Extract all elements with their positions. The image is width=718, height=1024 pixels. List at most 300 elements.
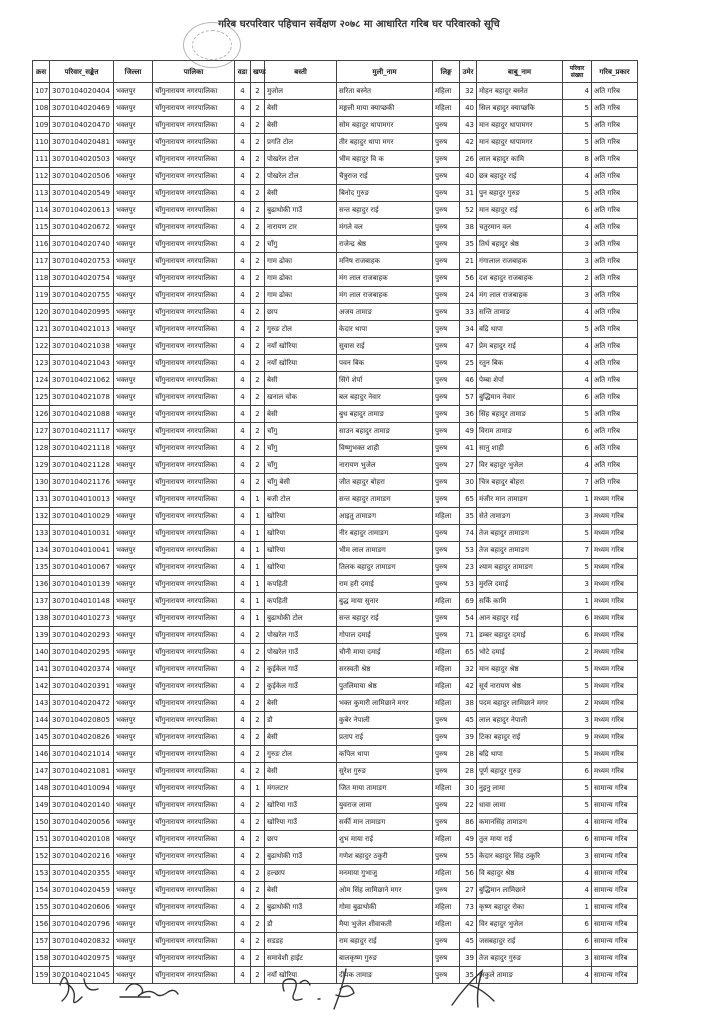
settlement-cell: बेसी xyxy=(265,372,337,389)
ward-cell: 4 xyxy=(235,882,251,899)
family-code-cell: 3070104021081 xyxy=(50,763,114,780)
district-cell: भक्तपुर xyxy=(114,304,153,321)
serial-cell: 152 xyxy=(33,848,50,865)
gender-cell: पुरुष xyxy=(433,134,460,151)
table-row xyxy=(33,729,638,746)
gender-cell: महिला xyxy=(433,644,460,661)
age-cell: 42 xyxy=(460,678,477,695)
block-cell: 2 xyxy=(251,865,265,882)
family-size-cell: 6 xyxy=(563,202,592,219)
father-name-cell: सिंह बहादुर तामाङ xyxy=(477,406,563,423)
column-header: पालिका xyxy=(153,61,235,83)
age-cell: 42 xyxy=(460,134,477,151)
head-name-cell: बालकृष्ण गुरुङ xyxy=(337,950,433,967)
block-cell: 2 xyxy=(251,389,265,406)
district-cell: भक्तपुर xyxy=(114,848,153,865)
family-code-cell: 3070104020503 xyxy=(50,151,114,168)
head-name-cell: कुबेर नेपाली xyxy=(337,712,433,729)
header-row xyxy=(33,61,638,83)
district-cell: भक्तपुर xyxy=(114,576,153,593)
head-name-cell: विष्णुभक्त शाही xyxy=(337,440,433,457)
serial-cell: 148 xyxy=(33,780,50,797)
poverty-type-cell: अति गरिब xyxy=(592,134,638,151)
document-title: गरिब घरपरिवार पहिचान सर्वेक्षण २०७८ मा आधारित गरिब घर परिवारको सूचि xyxy=(218,19,500,30)
head-name-cell: सर्की मान तामाङग xyxy=(337,814,433,831)
poverty-type-cell: अति गरिब xyxy=(592,287,638,304)
table-row xyxy=(33,321,638,338)
table-row xyxy=(33,831,638,848)
settlement-cell: कुईकेल गाउँ xyxy=(265,661,337,678)
district-cell: भक्तपुर xyxy=(114,831,153,848)
father-name-cell: केदार बहादुर सिंह ठकुरि xyxy=(477,848,563,865)
father-name-cell: मान बहादुर श्रेष्ठ xyxy=(477,661,563,678)
family-size-cell: 3 xyxy=(563,508,592,525)
table-row xyxy=(33,644,638,661)
family-code-cell: 3070104020826 xyxy=(50,729,114,746)
table-row xyxy=(33,542,638,559)
municipality-cell: चाँगुनारायण नगरपालिका xyxy=(153,185,235,202)
municipality-cell: चाँगुनारायण नगरपालिका xyxy=(153,661,235,678)
district-cell: भक्तपुर xyxy=(114,117,153,134)
district-cell: भक्तपुर xyxy=(114,440,153,457)
age-cell: 22 xyxy=(460,797,477,814)
settlement-cell: गुरुङ टोल xyxy=(265,321,337,338)
father-name-cell: लाल बहादुर कामि xyxy=(477,151,563,168)
family-size-cell: 4 xyxy=(563,882,592,899)
ward-cell: 4 xyxy=(235,355,251,372)
settlement-cell: पोखरेल टोल xyxy=(265,168,337,185)
district-cell: भक्तपुर xyxy=(114,355,153,372)
family-code-cell: 3070104020481 xyxy=(50,134,114,151)
settlement-cell: चाँगु xyxy=(265,423,337,440)
father-name-cell: रतुन बिक xyxy=(477,355,563,372)
father-name-cell: तेज बहादुर गुरुङ xyxy=(477,950,563,967)
father-name-cell: पदम बहादुर लामिछाने मगर xyxy=(477,695,563,712)
family-size-cell: 1 xyxy=(563,491,592,508)
poverty-type-cell: सामान्य गरिब xyxy=(592,831,638,848)
serial-cell: 145 xyxy=(33,729,50,746)
gender-cell: पुरुष xyxy=(433,712,460,729)
gender-cell: पुरुष xyxy=(433,355,460,372)
poverty-type-cell: मध्यम गरिब xyxy=(592,576,638,593)
serial-cell: 109 xyxy=(33,117,50,134)
table-row xyxy=(33,440,638,457)
gender-cell: पुरुष xyxy=(433,168,460,185)
father-name-cell: मान बहादुर थापामगर xyxy=(477,134,563,151)
serial-cell: 123 xyxy=(33,355,50,372)
head-name-cell: बल बहादुर नेवार xyxy=(337,389,433,406)
age-cell: 28 xyxy=(460,746,477,763)
family-size-cell: 7 xyxy=(563,474,592,491)
ward-cell: 4 xyxy=(235,457,251,474)
serial-cell: 157 xyxy=(33,933,50,950)
settlement-cell: चाँगु बेसी xyxy=(265,474,337,491)
district-cell: भक्तपुर xyxy=(114,678,153,695)
ward-cell: 4 xyxy=(235,797,251,814)
gender-cell: पुरुष xyxy=(433,967,460,984)
father-name-cell: धावा लामा xyxy=(477,797,563,814)
family-size-cell: 5 xyxy=(563,321,592,338)
age-cell: 73 xyxy=(460,899,477,916)
municipality-cell: चाँगुनारायण नगरपालिका xyxy=(153,491,235,508)
father-name-cell: सन्ति तामाङ xyxy=(477,304,563,321)
block-cell: 2 xyxy=(251,321,265,338)
block-cell: 1 xyxy=(251,610,265,627)
settlement-cell: छाप xyxy=(265,304,337,321)
poverty-type-cell: सामान्य गरिब xyxy=(592,848,638,865)
head-name-cell: कपिल थापा xyxy=(337,746,433,763)
head-name-cell: नीर बहादुर तामाङग xyxy=(337,525,433,542)
serial-cell: 159 xyxy=(33,967,50,984)
block-cell: 1 xyxy=(251,525,265,542)
district-cell: भक्तपुर xyxy=(114,321,153,338)
age-cell: 35 xyxy=(460,236,477,253)
serial-cell: 115 xyxy=(33,219,50,236)
ward-cell: 4 xyxy=(235,661,251,678)
district-cell: भक्तपुर xyxy=(114,372,153,389)
age-cell: 32 xyxy=(460,83,477,100)
head-name-cell: प्रताप राई xyxy=(337,729,433,746)
family-size-cell: 3 xyxy=(563,287,592,304)
ward-cell: 4 xyxy=(235,202,251,219)
family-code-cell: 3070104020459 xyxy=(50,882,114,899)
gender-cell: पुरुष xyxy=(433,814,460,831)
gender-cell: पुरुष xyxy=(433,627,460,644)
table-row xyxy=(33,576,638,593)
district-cell: भक्तपुर xyxy=(114,168,153,185)
gender-cell: पुरुष xyxy=(433,406,460,423)
block-cell: 2 xyxy=(251,151,265,168)
family-code-cell: 3070104021038 xyxy=(50,338,114,355)
gender-cell: पुरुष xyxy=(433,423,460,440)
municipality-cell: चाँगुनारायण नगरपालिका xyxy=(153,219,235,236)
municipality-cell: चाँगुनारायण नगरपालिका xyxy=(153,916,235,933)
municipality-cell: चाँगुनारायण नगरपालिका xyxy=(153,100,235,117)
settlement-cell: खोरिया गाउँ xyxy=(265,797,337,814)
poverty-type-cell: सामान्य गरिब xyxy=(592,950,638,967)
district-cell: भक्तपुर xyxy=(114,712,153,729)
family-code-cell: 3070104021014 xyxy=(50,746,114,763)
ward-cell: 4 xyxy=(235,117,251,134)
father-name-cell: गंगालाल राजबाहक xyxy=(477,253,563,270)
family-size-cell: 5 xyxy=(563,134,592,151)
settlement-cell: बजी टोल xyxy=(265,491,337,508)
household-register-table xyxy=(32,60,638,984)
family-code-cell: 3070104020355 xyxy=(50,865,114,882)
ward-cell: 4 xyxy=(235,270,251,287)
poverty-type-cell: अति गरिब xyxy=(592,168,638,185)
municipality-cell: चाँगुनारायण नगरपालिका xyxy=(153,389,235,406)
block-cell: 2 xyxy=(251,899,265,916)
table-row xyxy=(33,712,638,729)
family-code-cell: 3070104020404 xyxy=(50,83,114,100)
column-header: जिल्ला xyxy=(114,61,153,83)
head-name-cell: पुतलिमाया श्रेष्ठ xyxy=(337,678,433,695)
signature-2 xyxy=(120,984,178,997)
gender-cell: पुरुष xyxy=(433,270,460,287)
family-size-cell: 6 xyxy=(563,916,592,933)
ward-cell: 4 xyxy=(235,712,251,729)
ward-cell: 4 xyxy=(235,372,251,389)
family-code-cell: 3070104010031 xyxy=(50,525,114,542)
ward-cell: 4 xyxy=(235,253,251,270)
poverty-type-cell: अति गरिब xyxy=(592,185,638,202)
ward-cell: 4 xyxy=(235,950,251,967)
gender-cell: पुरुष xyxy=(433,933,460,950)
district-cell: भक्तपुर xyxy=(114,287,153,304)
family-size-cell: 3 xyxy=(563,848,592,865)
family-code-cell: 3070104020549 xyxy=(50,185,114,202)
ward-cell: 4 xyxy=(235,338,251,355)
father-name-cell: बद्रि थापा xyxy=(477,746,563,763)
gender-cell: पुरुष xyxy=(433,763,460,780)
age-cell: 38 xyxy=(460,695,477,712)
poverty-type-cell: मध्यम गरिब xyxy=(592,712,638,729)
family-size-cell: 3 xyxy=(563,576,592,593)
family-code-cell: 3070104020606 xyxy=(50,899,114,916)
ward-cell: 4 xyxy=(235,406,251,423)
gender-cell: महिला xyxy=(433,678,460,695)
poverty-type-cell: सामान्य गरिब xyxy=(592,899,638,916)
table-row xyxy=(33,933,638,950)
gender-cell: महिला xyxy=(433,831,460,848)
father-name-cell: नुइनु लामा xyxy=(477,780,563,797)
municipality-cell: चाँगुनारायण नगरपालिका xyxy=(153,899,235,916)
settlement-cell: खोरिया xyxy=(265,542,337,559)
family-size-cell: 4 xyxy=(563,372,592,389)
family-code-cell: 3070104021118 xyxy=(50,440,114,457)
head-name-cell: केदार थापा xyxy=(337,321,433,338)
district-cell: भक्तपुर xyxy=(114,423,153,440)
block-cell: 2 xyxy=(251,304,265,321)
serial-cell: 121 xyxy=(33,321,50,338)
block-cell: 2 xyxy=(251,848,265,865)
municipality-cell: चाँगुनारायण नगरपालिका xyxy=(153,253,235,270)
head-name-cell: अजय तामाङ xyxy=(337,304,433,321)
poverty-type-cell: मध्यम गरिब xyxy=(592,525,638,542)
family-code-cell: 3070104020140 xyxy=(50,797,114,814)
settlement-cell: डौ xyxy=(265,712,337,729)
father-name-cell: मान बहादुर थापामगर xyxy=(477,117,563,134)
district-cell: भक्तपुर xyxy=(114,780,153,797)
family-size-cell: 4 xyxy=(563,457,592,474)
settlement-cell: मुजोल xyxy=(265,83,337,100)
ward-cell: 4 xyxy=(235,491,251,508)
family-code-cell: 3070104021043 xyxy=(50,355,114,372)
district-cell: भक्तपुर xyxy=(114,916,153,933)
family-size-cell: 4 xyxy=(563,338,592,355)
poverty-type-cell: मध्यम गरिब xyxy=(592,644,638,661)
age-cell: 35 xyxy=(460,508,477,525)
head-name-cell: आइतु तामाङग xyxy=(337,508,433,525)
age-cell: 57 xyxy=(460,389,477,406)
father-name-cell: आन बहादुर राई xyxy=(477,610,563,627)
family-code-cell: 3070104020832 xyxy=(50,933,114,950)
district-cell: भक्तपुर xyxy=(114,457,153,474)
serial-cell: 133 xyxy=(33,525,50,542)
district-cell: भक्तपुर xyxy=(114,202,153,219)
ward-cell: 4 xyxy=(235,134,251,151)
table-row xyxy=(33,100,638,117)
age-cell: 52 xyxy=(460,202,477,219)
head-name-cell: बुद्ध माया सुनार xyxy=(337,593,433,610)
municipality-cell: चाँगुनारायण नगरपालिका xyxy=(153,202,235,219)
age-cell: 23 xyxy=(460,559,477,576)
family-code-cell: 3070104010273 xyxy=(50,610,114,627)
ward-cell: 4 xyxy=(235,219,251,236)
poverty-type-cell: अति गरिब xyxy=(592,372,638,389)
father-name-cell: विर बहादुर भुजेल xyxy=(477,457,563,474)
gender-cell: महिला xyxy=(433,780,460,797)
head-name-cell: गणेश बहादुर ठकुरी xyxy=(337,848,433,865)
poverty-type-cell: अति गरिब xyxy=(592,100,638,117)
gender-cell: पुरुष xyxy=(433,729,460,746)
head-name-cell: भक्त कुमारी लामिछाने मगर xyxy=(337,695,433,712)
municipality-cell: चाँगुनारायण नगरपालिका xyxy=(153,83,235,100)
gender-cell: पुरुष xyxy=(433,848,460,865)
serial-cell: 146 xyxy=(33,746,50,763)
table-row xyxy=(33,304,638,321)
block-cell: 1 xyxy=(251,491,265,508)
head-name-cell: सुवास राई xyxy=(337,338,433,355)
serial-cell: 143 xyxy=(33,695,50,712)
settlement-cell: खनाल चोक xyxy=(265,389,337,406)
family-code-cell: 3070104020506 xyxy=(50,168,114,185)
ward-cell: 4 xyxy=(235,763,251,780)
father-name-cell: मंग लाल राजबाहक xyxy=(477,287,563,304)
settlement-cell: खोरिया xyxy=(265,508,337,525)
block-cell: 2 xyxy=(251,967,265,984)
column-header: लिङ्ग xyxy=(433,61,460,83)
column-header: बाबु_नाम xyxy=(477,61,563,83)
family-code-cell: 3070104020469 xyxy=(50,100,114,117)
family-size-cell: 6 xyxy=(563,933,592,950)
serial-cell: 120 xyxy=(33,304,50,321)
settlement-cell: पोखरेल टोल xyxy=(265,151,337,168)
settlement-cell: कपहिती xyxy=(265,593,337,610)
gender-cell: महिला xyxy=(433,865,460,882)
poverty-type-cell: अति गरिब xyxy=(592,236,638,253)
block-cell: 2 xyxy=(251,355,265,372)
head-name-cell: युवराज लामा xyxy=(337,797,433,814)
head-name-cell: गोमा बुढाथोकी xyxy=(337,899,433,916)
father-name-cell: तिर्थ बहादुर श्रेष्ठ xyxy=(477,236,563,253)
gender-cell: पुरुष xyxy=(433,236,460,253)
head-name-cell: सोम बहादुर थापामगर xyxy=(337,117,433,134)
block-cell: 2 xyxy=(251,406,265,423)
head-name-cell: जित माया तामाङग xyxy=(337,780,433,797)
poverty-type-cell: मध्यम गरिब xyxy=(592,729,638,746)
table-row xyxy=(33,253,638,270)
table-row xyxy=(33,916,638,933)
father-name-cell: विराम तामाङ xyxy=(477,423,563,440)
age-cell: 32 xyxy=(460,661,477,678)
family-code-cell: 3070104021117 xyxy=(50,423,114,440)
block-cell: 2 xyxy=(251,457,265,474)
block-cell: 2 xyxy=(251,678,265,695)
district-cell: भक्तपुर xyxy=(114,270,153,287)
age-cell: 42 xyxy=(460,916,477,933)
father-name-cell: टिका बहादुर राई xyxy=(477,729,563,746)
block-cell: 2 xyxy=(251,117,265,134)
family-size-cell: 4 xyxy=(563,814,592,831)
head-name-cell: बिनोद गुरुङ xyxy=(337,185,433,202)
table-row xyxy=(33,270,638,287)
age-cell: 69 xyxy=(460,593,477,610)
head-name-cell: तीर बहादुर थापा मगर xyxy=(337,134,433,151)
family-code-cell: 3070104020975 xyxy=(50,950,114,967)
head-name-cell: साउन बहादुर तामाङ xyxy=(337,423,433,440)
table-row xyxy=(33,814,638,831)
municipality-cell: चाँगुनारायण नगरपालिका xyxy=(153,457,235,474)
serial-cell: 130 xyxy=(33,474,50,491)
family-code-cell: 3070104021088 xyxy=(50,406,114,423)
settlement-cell: नयाँ खोरिया xyxy=(265,967,337,984)
family-size-cell: 3 xyxy=(563,712,592,729)
settlement-cell: बेसी xyxy=(265,882,337,899)
head-name-cell: मंग लाल राजबाहक xyxy=(337,270,433,287)
settlement-cell: गाम ढोका xyxy=(265,287,337,304)
father-name-cell: भोटे दमाई xyxy=(477,644,563,661)
age-cell: 65 xyxy=(460,491,477,508)
municipality-cell: चाँगुनारायण नगरपालिका xyxy=(153,168,235,185)
age-cell: 49 xyxy=(460,423,477,440)
father-name-cell: डम्बर बहादुर दमाई xyxy=(477,627,563,644)
age-cell: 53 xyxy=(460,542,477,559)
ward-cell: 4 xyxy=(235,389,251,406)
poverty-type-cell: अति गरिब xyxy=(592,355,638,372)
table-row xyxy=(33,491,638,508)
serial-cell: 125 xyxy=(33,389,50,406)
ward-cell: 4 xyxy=(235,559,251,576)
block-cell: 2 xyxy=(251,882,265,899)
district-cell: भक्तपुर xyxy=(114,814,153,831)
gender-cell: पुरुष xyxy=(433,610,460,627)
age-cell: 40 xyxy=(460,168,477,185)
ward-cell: 4 xyxy=(235,627,251,644)
signature-4 xyxy=(334,969,354,1009)
column-header: खण्ड xyxy=(251,61,265,83)
block-cell: 2 xyxy=(251,814,265,831)
head-name-cell: ओम सिंह लामिछाने मगर xyxy=(337,882,433,899)
settlement-cell: बुढाथोकी गाउँ xyxy=(265,202,337,219)
district-cell: भक्तपुर xyxy=(114,763,153,780)
serial-cell: 154 xyxy=(33,882,50,899)
ward-cell: 4 xyxy=(235,644,251,661)
block-cell: 2 xyxy=(251,253,265,270)
table-row xyxy=(33,474,638,491)
serial-cell: 150 xyxy=(33,814,50,831)
table-row xyxy=(33,865,638,882)
serial-cell: 124 xyxy=(33,372,50,389)
ward-cell: 4 xyxy=(235,899,251,916)
gender-cell: पुरुष xyxy=(433,440,460,457)
head-name-cell: भीम लाल तामाङग xyxy=(337,542,433,559)
block-cell: 2 xyxy=(251,644,265,661)
gender-cell: पुरुष xyxy=(433,338,460,355)
head-name-cell: जीत बहादुर बोहरा xyxy=(337,474,433,491)
family-code-cell: 3070104020740 xyxy=(50,236,114,253)
father-name-cell: तेज बहादुर तामाङग xyxy=(477,542,563,559)
municipality-cell: चाँगुनारायण नगरपालिका xyxy=(153,406,235,423)
district-cell: भक्तपुर xyxy=(114,882,153,899)
family-code-cell: 3070104010041 xyxy=(50,542,114,559)
municipality-cell: चाँगुनारायण नगरपालिका xyxy=(153,355,235,372)
municipality-cell: चाँगुनारायण नगरपालिका xyxy=(153,134,235,151)
district-cell: भक्तपुर xyxy=(114,185,153,202)
table-row xyxy=(33,559,638,576)
father-name-cell: चतुरमान वल xyxy=(477,219,563,236)
